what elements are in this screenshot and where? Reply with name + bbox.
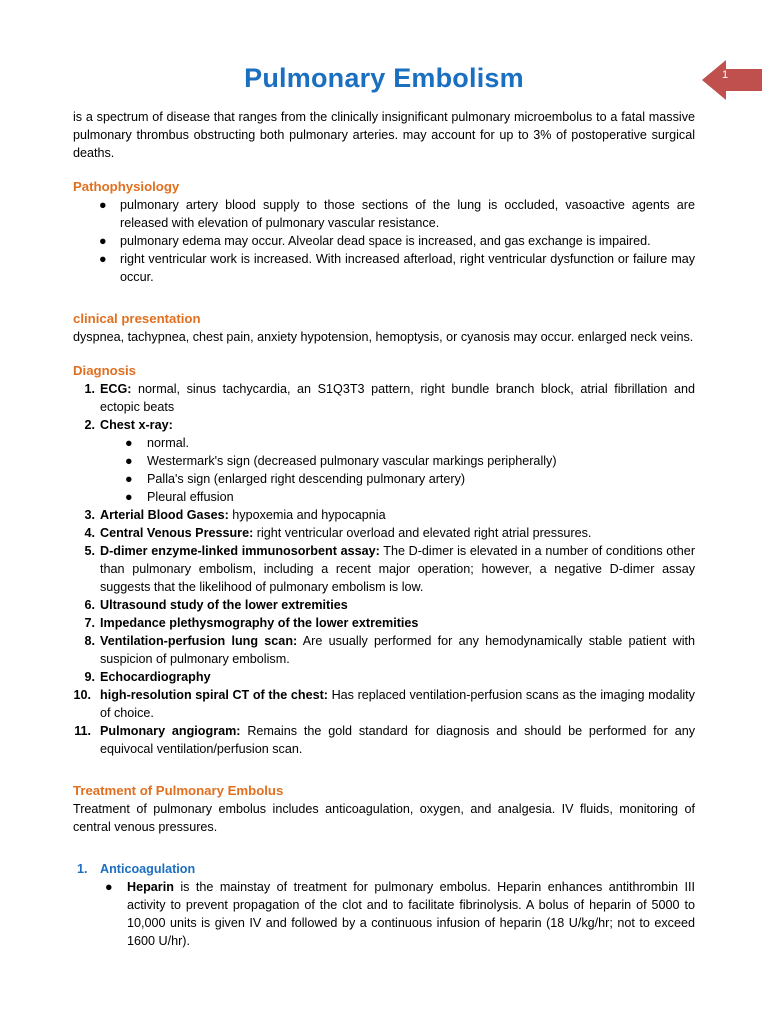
list-item: ● right ventricular work is increased. With increased afterload, right ventricular dysfunction or failure may occur. [99,252,695,284]
page-title: Pulmonary Embolism [244,63,524,93]
chest-xray-sublist [73,434,695,506]
subsection-heading-anticoagulation: 1. Anticoagulation [77,862,196,876]
bullet-icon: ● [99,252,107,266]
list-item: 11. Pulmonary angiogram: Remains the gold standard for diagnosis and should be performed for any equivocal ventilation/perfusion scan. [74,724,695,756]
bullet-icon: ● [99,198,107,212]
left-arrow-icon [702,60,762,100]
list-item: 9. Echocardiography [84,670,211,684]
section-heading-clinical-presentation: clinical presentation [73,311,201,326]
bullet-icon: ● [125,490,133,504]
list-item: ● Palla's sign (enlarged right descending pulmonary artery) [125,472,466,486]
anticoagulation-list [73,878,695,950]
list-item: ● pulmonary edema may occur. Alveolar dead space is increased, and gas exchange is impaired. [99,234,651,248]
list-item: 2. Chest x-ray: [84,418,173,432]
pathophysiology-list [73,196,695,286]
bullet-icon: ● [105,880,113,894]
list-item: 1. ECG: normal, sinus tachycardia, an S1Q3T3 pattern, right bundle branch block, atrial fibrillation and ectopic beats [84,382,695,414]
page-number: 1 [722,69,729,81]
treatment-paragraph: Treatment of pulmonary embolus includes anticoagulation, oxygen, and analgesia. IV fluids, monitoring of central venous pressures. [73,802,695,834]
bullet-icon: ● [125,436,133,450]
section-heading-diagnosis: Diagnosis [73,363,137,378]
intro-paragraph: is a spectrum of disease that ranges from the clinically insignificant pulmonary microembolus to a fatal massive pulmonary thrombus obstructing both pulmonary arteries. may account for up to 3% of postoperative surgical deaths. [73,110,695,160]
section-heading-pathophysiology: Pathophysiology [73,179,180,194]
list-item: 7. Impedance plethysmography of the lower extremities [84,616,419,630]
list-item: 10. high-resolution spiral CT of the chest: Has replaced ventilation-perfusion scans as the imaging modality of choice. [73,688,695,720]
diagnosis-list-continued [73,506,695,758]
diagnosis-list [73,380,695,434]
bullet-icon: ● [99,234,107,248]
list-item: 6. Ultrasound study of the lower extremities [84,598,348,612]
document-page [73,60,695,950]
bullet-icon: ● [125,454,133,468]
section-heading-treatment: Treatment of Pulmonary Embolus [73,783,284,798]
page-number-badge [702,60,762,100]
clinical-paragraph: dyspnea, tachypnea, chest pain, anxiety hypotension, hemoptysis, or cyanosis may occur. enlarged neck veins. [73,330,694,344]
list-item: ● Pleural effusion [125,490,234,504]
list-item: 5. D-dimer enzyme-linked immunosorbent assay: The D-dimer is elevated in a number of conditions other than pulmonary embolism, including a recent major operation; however, a negative D-dimer assay suggests that the likelihood of pulmonary embolism is low. [84,544,696,594]
list-item: ● normal. [125,436,189,450]
list-item: ● pulmonary artery blood supply to those sections of the lung is occluded, vasoactive agents are released with elevation of pulmonary vascular resistance. [99,198,695,230]
list-item: 8. Ventilation-perfusion lung scan: Are usually performed for any hemodynamically stable patient with suspicion of pulmonary embolism. [84,634,695,666]
list-item: 4. Central Venous Pressure: right ventricular overload and elevated right atrial pressures. [84,526,592,540]
list-item: ● Heparin is the mainstay of treatment for pulmonary embolus. Heparin enhances antithrombin III activity to prevent propagation of the clot and to facilitate fibrinolysis. A bolus of heparin of 5000 to 10,000 units is given IV and followed by a continuous infusion of heparin (18 U/kg/hr; not to exceed 1600 U/hr). [105,880,695,948]
bullet-icon: ● [125,472,133,486]
list-item: ● Westermark's sign (decreased pulmonary vascular markings peripherally) [125,454,557,468]
list-item: 3. Arterial Blood Gases: hypoxemia and hypocapnia [84,508,386,522]
